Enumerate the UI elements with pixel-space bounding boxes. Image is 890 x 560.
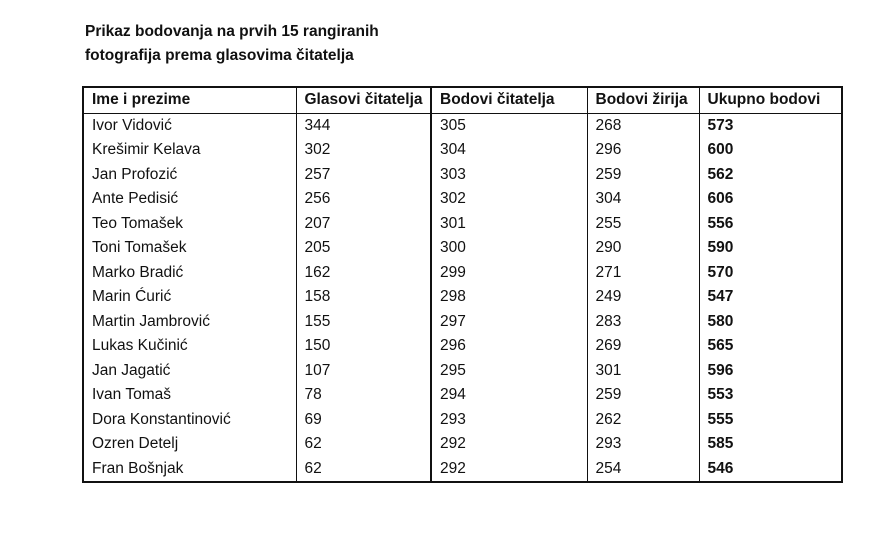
cell-jury-points: 301 <box>587 359 699 384</box>
cell-name: Krešimir Kelava <box>83 138 296 163</box>
cell-reader-points: 292 <box>431 432 587 457</box>
cell-reader-points: 296 <box>431 334 587 359</box>
cell-name: Toni Tomašek <box>83 236 296 261</box>
cell-reader-votes: 302 <box>296 138 431 163</box>
cell-jury-points: 283 <box>587 310 699 335</box>
table-row <box>83 383 842 408</box>
table-row <box>83 334 842 359</box>
table-row <box>83 236 842 261</box>
cell-reader-points: 302 <box>431 187 587 212</box>
cell-reader-votes: 62 <box>296 432 431 457</box>
cell-reader-votes: 257 <box>296 163 431 188</box>
title-line-1: Prikaz bodovanja na prvih 15 rangiranih <box>85 23 379 40</box>
cell-jury-points: 262 <box>587 408 699 433</box>
cell-total-points: 547 <box>707 288 734 306</box>
page-title <box>85 20 379 68</box>
table-row <box>83 310 842 335</box>
cell-jury-points: 296 <box>587 138 699 163</box>
cell-name: Ivan Tomaš <box>83 383 296 408</box>
cell-jury-points: 290 <box>587 236 699 261</box>
header-reader-points: Bodovi čitatelja <box>431 87 587 113</box>
cell-total-points: 590 <box>707 239 734 257</box>
cell-name: Ante Pedisić <box>83 187 296 212</box>
cell-reader-votes: 78 <box>296 383 431 408</box>
cell-reader-points: 299 <box>431 261 587 286</box>
cell-total-points: 600 <box>707 141 734 159</box>
scores-table <box>82 86 843 483</box>
table-row <box>83 285 842 310</box>
cell-reader-votes: 256 <box>296 187 431 212</box>
cell-total-points: 585 <box>707 435 734 453</box>
cell-reader-votes: 158 <box>296 285 431 310</box>
cell-jury-points: 269 <box>587 334 699 359</box>
cell-jury-points: 249 <box>587 285 699 310</box>
header-jury-points: Bodovi žirija <box>587 87 699 113</box>
cell-reader-points: 300 <box>431 236 587 261</box>
cell-reader-votes: 205 <box>296 236 431 261</box>
cell-reader-points: 292 <box>431 457 587 483</box>
cell-total-points: 565 <box>707 337 734 355</box>
cell-reader-votes: 62 <box>296 457 431 483</box>
header-total-points: Ukupno bodovi <box>699 87 842 113</box>
table-row <box>83 359 842 384</box>
cell-jury-points: 268 <box>587 113 699 138</box>
cell-name: Ivor Vidović <box>83 113 296 138</box>
cell-name: Jan Profozić <box>83 163 296 188</box>
cell-jury-points: 293 <box>587 432 699 457</box>
table-row <box>83 138 842 163</box>
cell-jury-points: 304 <box>587 187 699 212</box>
cell-reader-votes: 207 <box>296 212 431 237</box>
cell-total-points: 546 <box>707 459 734 477</box>
table-row <box>83 457 842 483</box>
cell-name: Dora Konstantinović <box>83 408 296 433</box>
cell-jury-points: 259 <box>587 383 699 408</box>
cell-name: Marko Bradić <box>83 261 296 286</box>
cell-reader-points: 297 <box>431 310 587 335</box>
cell-reader-points: 294 <box>431 383 587 408</box>
cell-total-points: 570 <box>707 263 734 281</box>
cell-total-points: 606 <box>707 190 734 208</box>
cell-name: Lukas Kučinić <box>83 334 296 359</box>
cell-jury-points: 259 <box>587 163 699 188</box>
cell-reader-points: 303 <box>431 163 587 188</box>
header-name: Ime i prezime <box>83 87 296 113</box>
table-row <box>83 432 842 457</box>
table-row <box>83 212 842 237</box>
cell-name: Martin Jambrović <box>83 310 296 335</box>
table-row <box>83 261 842 286</box>
table-row <box>83 163 842 188</box>
cell-total-points: 573 <box>707 116 734 134</box>
table-row <box>83 408 842 433</box>
table-row <box>83 113 842 138</box>
cell-name: Jan Jagatić <box>83 359 296 384</box>
cell-reader-votes: 69 <box>296 408 431 433</box>
header-row <box>83 87 842 113</box>
cell-reader-points: 293 <box>431 408 587 433</box>
cell-reader-points: 305 <box>431 113 587 138</box>
cell-name: Fran Bošnjak <box>83 457 296 483</box>
cell-total-points: 553 <box>707 386 734 404</box>
cell-reader-points: 301 <box>431 212 587 237</box>
cell-total-points: 580 <box>707 312 734 330</box>
header-reader-votes: Glasovi čitatelja <box>296 87 431 113</box>
cell-total-points: 562 <box>707 165 734 183</box>
cell-name: Teo Tomašek <box>83 212 296 237</box>
cell-reader-votes: 344 <box>296 113 431 138</box>
cell-total-points: 555 <box>707 410 734 428</box>
title-line-2: fotografija prema glasovima čitatelja <box>85 47 354 64</box>
cell-name: Marin Ćurić <box>83 285 296 310</box>
cell-name: Ozren Detelj <box>83 432 296 457</box>
table-body <box>83 113 842 482</box>
cell-reader-votes: 150 <box>296 334 431 359</box>
cell-jury-points: 271 <box>587 261 699 286</box>
cell-reader-votes: 162 <box>296 261 431 286</box>
cell-jury-points: 254 <box>587 457 699 483</box>
table-row <box>83 187 842 212</box>
cell-jury-points: 255 <box>587 212 699 237</box>
cell-reader-votes: 107 <box>296 359 431 384</box>
cell-total-points: 596 <box>707 361 734 379</box>
cell-reader-points: 304 <box>431 138 587 163</box>
cell-reader-points: 298 <box>431 285 587 310</box>
cell-reader-points: 295 <box>431 359 587 384</box>
cell-total-points: 556 <box>707 214 734 232</box>
cell-reader-votes: 155 <box>296 310 431 335</box>
